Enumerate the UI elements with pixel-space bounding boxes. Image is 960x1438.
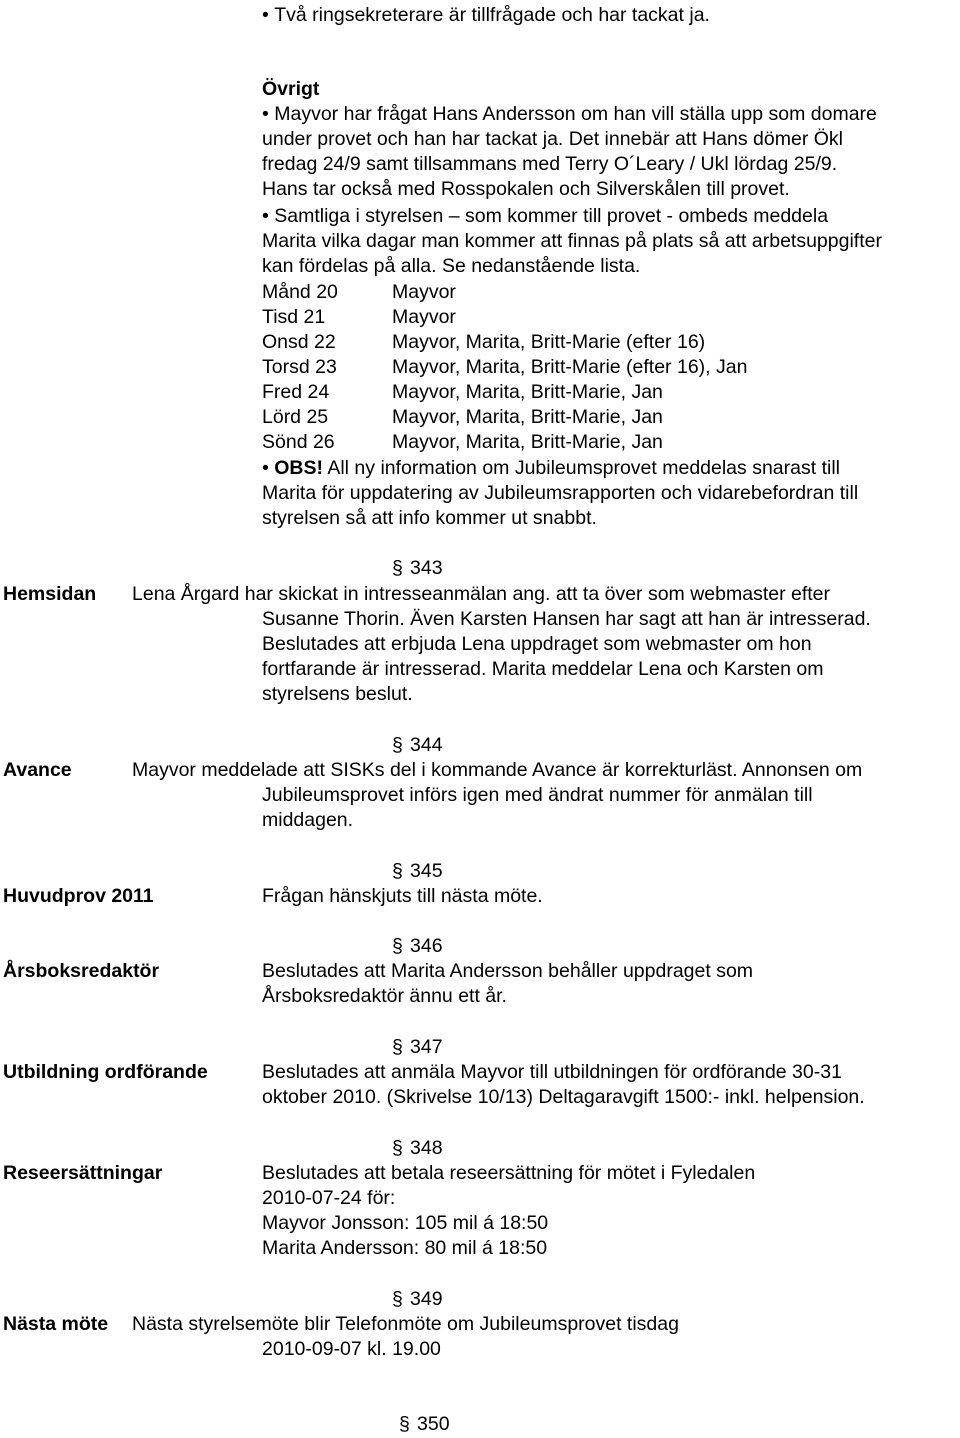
section-line: Beslutades att betala reseersättning för mötet i Fyledalen [262,1162,756,1184]
section-number-text: 349 [410,1288,443,1310]
section-line: 2010-07-24 för: [262,1187,396,1209]
text-line: Mayvor har frågat Hans Andersson om han vill ställa upp som domare [274,103,877,125]
paragraph-line: Marita vilka dagar man kommer att finnas på plats så att arbetsuppgifter [262,230,882,252]
paragraph-line: fredag 24/9 samt tillsammans med Terry O´Leary / Ukl lördag 25/9. [262,153,838,175]
section-number [392,1287,443,1312]
paragraph-line: styrelsen så att info kommer ut snabbt. [262,507,597,529]
section-line: Mayvor meddelade att SISKs del i kommande Avance är korrekturläst. Annonsen om [132,759,863,781]
section-line: Jubileumsprovet införs igen med ändrat nummer för anmälan till [262,784,813,806]
section-label: Årsboksredaktör [3,960,160,982]
section-line: middagen. [262,809,354,831]
schedule-day: Onsd 22 [262,331,336,353]
section-number-text: 346 [410,935,443,957]
text-line: Samtliga i styrelsen – som kommer till provet - ombeds meddela [274,205,829,227]
section-line: Nästa styrelsemöte blir Telefonmöte om Jubileumsprovet tisdag [132,1313,679,1335]
paragraph-line: under provet och han har tackat ja. Det innebär att Hans dömer Ökl [262,128,843,150]
section-symbol-icon: § [392,935,403,957]
section-line: styrelsens beslut. [262,683,413,705]
section-symbol-icon: § [392,860,403,882]
schedule-day: Tisd 21 [262,306,326,328]
section-line: oktober 2010. (Skrivelse 10/13) Deltagaravgift 1500:- inkl. helpension. [262,1086,865,1108]
section-number-text: 347 [410,1036,443,1058]
section-number [399,1412,450,1437]
section-symbol-icon: § [392,1036,403,1058]
section-line: fortfarande är intresserad. Marita meddelar Lena och Karsten om [262,658,824,680]
section-label: Huvudprov 2011 [3,885,154,907]
text-line: All ny information om Jubileumsprovet meddelas snarast till [323,457,840,479]
section-number-text: 343 [410,557,443,579]
paragraph-line: Hans tar också med Rosspokalen och Silverskålen till provet. [262,178,790,200]
section-number [392,859,443,884]
schedule-day: Torsd 23 [262,356,337,378]
paragraph-line: Marita för uppdatering av Jubileumsrapporten och vidarebefordran till [262,482,859,504]
section-line: Beslutades att erbjuda Lena uppdraget som webmaster om hon [262,633,812,655]
section-symbol-icon: § [392,734,403,756]
section-label: Hemsidan [3,583,97,605]
schedule-who: Mayvor [392,306,456,328]
section-number [392,556,443,581]
section-number [392,934,443,959]
paragraph-line: kan fördelas på alla. Se nedanstående lista. [262,255,641,277]
section-label: Avance [3,759,72,781]
section-symbol-icon: § [392,557,403,579]
section-number-text: 350 [417,1413,450,1435]
ovrigt-heading: Övrigt [262,78,320,100]
section-line: Lena Årgard har skickat in intresseanmälan ang. att ta över som webmaster efter [132,583,831,605]
schedule-who: Mayvor, Marita, Britt-Marie, Jan [392,406,663,428]
section-line: 2010-09-07 kl. 19.00 [262,1338,441,1360]
bullet-line [262,3,710,28]
section-label: Nästa möte [3,1313,109,1335]
top-line-text: Två ringsekreterare är tillfrågade och har tackat ja. [274,4,710,26]
section-number [392,733,443,758]
schedule-who: Mayvor, Marita, Britt-Marie, Jan [392,381,663,403]
section-line: Mayvor Jonsson: 105 mil á 18:50 [262,1212,549,1234]
section-number [392,1136,443,1161]
schedule-who: Mayvor, Marita, Britt-Marie (efter 16), Jan [392,356,748,378]
obs-line [262,456,840,481]
section-number [392,1035,443,1060]
schedule-who: Mayvor, Marita, Britt-Marie, Jan [392,431,663,453]
section-symbol-icon: § [399,1413,410,1435]
section-label: Reseersättningar [3,1162,163,1184]
schedule-day: Sönd 26 [262,431,335,453]
obs-label: OBS! [274,457,323,479]
paragraph-line [262,102,877,127]
section-line: Marita Andersson: 80 mil á 18:50 [262,1237,548,1259]
schedule-who: Mayvor, Marita, Britt-Marie (efter 16) [392,331,706,353]
paragraph-line [262,204,828,229]
section-symbol-icon: § [392,1137,403,1159]
schedule-day: Fred 24 [262,381,330,403]
section-symbol-icon: § [392,1288,403,1310]
section-number-text: 348 [410,1137,443,1159]
section-line: Årsboksredaktör ännu ett år. [262,985,507,1007]
section-label: Utbildning ordförande [3,1061,208,1083]
section-line: Beslutades att Marita Andersson behåller uppdraget som [262,960,754,982]
section-number-text: 344 [410,734,443,756]
section-line: Beslutades att anmäla Mayvor till utbildningen för ordförande 30-31 [262,1061,842,1083]
section-line: Frågan hänskjuts till nästa möte. [262,885,543,907]
section-line: Susanne Thorin. Även Karsten Hansen har sagt att han är intresserad. [262,608,871,630]
schedule-day: Lörd 25 [262,406,329,428]
schedule-day: Månd 20 [262,281,338,303]
section-number-text: 345 [410,860,443,882]
schedule-who: Mayvor [392,281,456,303]
